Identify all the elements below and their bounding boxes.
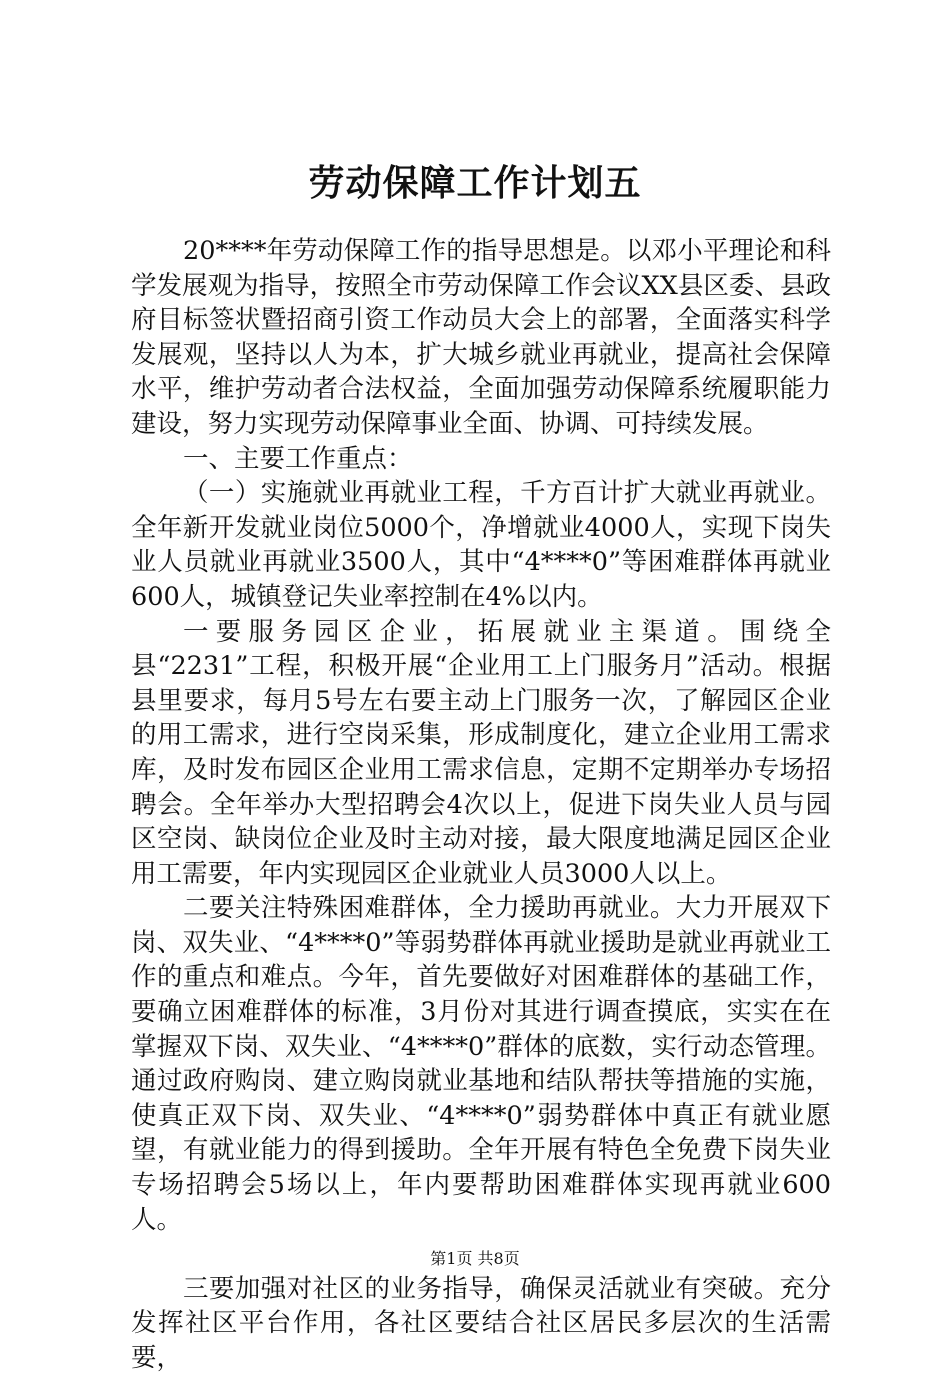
- paragraph-special-difficult-groups: 二要关注特殊困难群体，全力援助再就业。大力开展双下岗、双失业、“4****0”等弱势群体再就业援助是就业再就业工作的重点和难点。今年，首先要做好对困难群体的基础工作，要确立困难群体的标准，3月份对其进行调查摸底，实实在在掌握双下岗、双失业、“4****0”群体的底数，实行动态管理。通过政府购岗、建立购岗就业基地和结队帮扶等措施的实施，使真正双下岗、双失业、“4****0”弱势群体中真正有就业愿望，有就业能力的得到援助。全年开展有特色全免费下岗失业专场招聘会5场以上，年内要帮助困难群体实现再就业600人。: [131, 893, 831, 1235]
- page-footer: 第1页 共8页: [430, 1249, 520, 1268]
- paragraph-park-enterprise-service: 一要服务园区企业，拓展就业主渠道。围绕全县“2231”工程，积极开展“企业用工上门服务月”活动。根据县里要求，每月5号左右要主动上门服务一次，了解园区企业的用工需求，进行空岗采集，形成制度化，建立企业用工需求库，及时发布园区企业用工需求信息，定期不定期举办专场招聘会。全年举办大型招聘会4次以上，促进下岗失业人员与园区空岗、缺岗位企业及时主动对接，最大限度地满足园区企业用工需要，年内实现园区企业就业人员3000人以上。: [131, 616, 831, 889]
- document-title: 劳动保障工作计划五: [308, 162, 642, 204]
- paragraph-community-guidance: 三要加强对社区的业务指导，确保灵活就业有突破。充分发挥社区平台作用，各社区要结合社区居民多层次的生活需要，: [131, 1273, 831, 1373]
- document-body: [131, 234, 831, 1376]
- paragraph-employment-project: （一）实施就业再就业工程，千方百计扩大就业再就业。全年新开发就业岗位5000个，净增就业4000人，实现下岗失业人员就业再就业3500人，其中“4****0”等困难群体再就业600人，城镇登记失业率控制在4%以内。: [131, 478, 831, 612]
- paragraph-guiding-ideology: 20****年劳动保障工作的指导思想是。以邓小平理论和科学发展观为指导，按照全市劳动保障工作会议XX县区委、县政府目标签状暨招商引资工作动员大会上的部署，全面落实科学发展观，坚持以人为本，扩大城乡就业再就业，提高社会保障水平，维护劳动者合法权益，全面加强劳动保障系统履职能力建设，努力实现劳动保障事业全面、协调、可持续发展。: [131, 236, 831, 439]
- section-heading-main-tasks: 一、主要工作重点：: [183, 443, 413, 474]
